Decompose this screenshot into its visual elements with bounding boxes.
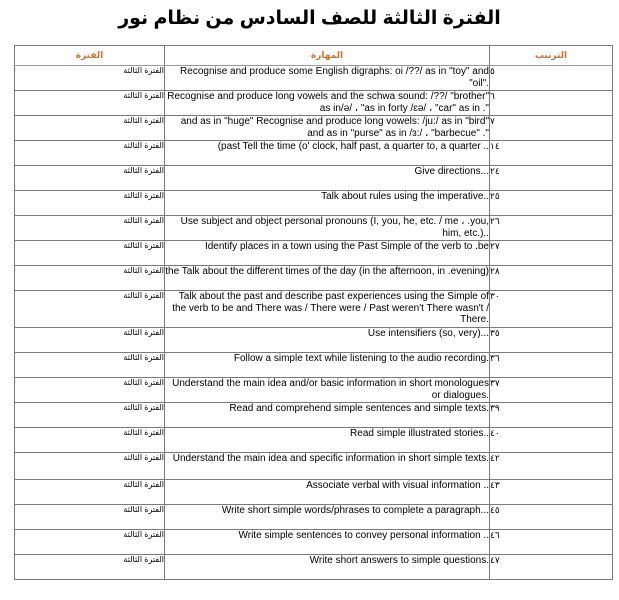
period-cell: الفترة الثالثة — [15, 166, 165, 191]
table-row — [15, 91, 613, 116]
skill-cell: Write simple sentences to convey personal information .. — [165, 530, 490, 555]
skill-cell: Write short simple words/phrases to complete a paragraph... — [165, 505, 490, 530]
rank-cell: ٣٥ — [490, 328, 613, 353]
rank-cell: ٢٦ — [490, 216, 613, 241]
skill-cell: Identify places in a town using the Past Simple of the verb to .be — [165, 241, 490, 266]
period-cell: الفترة الثالثة — [15, 91, 165, 116]
skill-cell: Understand the main idea and/or basic information in short monologues or dialogues. — [165, 378, 490, 403]
rank-cell: ٣٦ — [490, 353, 613, 378]
period-cell: الفترة الثالثة — [15, 191, 165, 216]
skill-cell: the Talk about the different times of the day (in the afternoon, in .evening) — [165, 266, 490, 291]
period-cell: الفترة الثالثة — [15, 328, 165, 353]
period-cell: الفترة الثالثة — [15, 453, 165, 480]
skills-table — [14, 45, 613, 580]
rank-cell: ٢٧ — [490, 241, 613, 266]
table-row — [15, 291, 613, 328]
period-cell: الفترة الثالثة — [15, 216, 165, 241]
table-row — [15, 555, 613, 580]
table-row — [15, 166, 613, 191]
period-cell: الفترة الثالثة — [15, 241, 165, 266]
period-cell: الفترة الثالثة — [15, 428, 165, 453]
table-row — [15, 480, 613, 505]
table-row — [15, 505, 613, 530]
table-row — [15, 66, 613, 91]
skill-cell: Recognise and produce long vowels and the schwa sound: /??/ "brother" as in/ə/ ، "as in forty /ɛə/ ، "car" as in ." — [165, 91, 490, 116]
table-row — [15, 453, 613, 480]
period-cell: الفترة الثالثة — [15, 141, 165, 166]
rank-cell: ٣٧ — [490, 378, 613, 403]
rank-cell: ٢٥ — [490, 191, 613, 216]
period-cell: الفترة الثالثة — [15, 480, 165, 505]
rank-cell: ٤٣ — [490, 480, 613, 505]
table-row — [15, 378, 613, 403]
column-header-rank: الترتيب — [490, 46, 613, 66]
table-row — [15, 530, 613, 555]
skill-cell: Use intensifiers (so, very)... — [165, 328, 490, 353]
skill-cell: Talk about rules using the imperative.. — [165, 191, 490, 216]
period-cell: الفترة الثالثة — [15, 403, 165, 428]
table-row — [15, 403, 613, 428]
page-title: الفترة الثالثة للصف السادس من نظام نور — [118, 8, 501, 29]
period-cell: الفترة الثالثة — [15, 378, 165, 403]
skill-cell: Write short answers to simple questions. — [165, 555, 490, 580]
table-row — [15, 266, 613, 291]
skill-cell: Use subject and object personal pronouns (I, you, he, etc. / me ، .you, him, etc.).. — [165, 216, 490, 241]
rank-cell: ٥ — [490, 66, 613, 91]
rank-cell: ٤٦ — [490, 530, 613, 555]
table-row — [15, 141, 613, 166]
column-header-skill: المهارة — [165, 46, 490, 66]
table-body — [15, 66, 613, 580]
skill-cell: (past Tell the time (o' clock, half past, a quarter to, a quarter .. — [165, 141, 490, 166]
table-row — [15, 428, 613, 453]
table-row — [15, 191, 613, 216]
rank-cell: ٢٨ — [490, 266, 613, 291]
rank-cell: ٦ — [490, 91, 613, 116]
rank-cell: ٣٠ — [490, 291, 613, 328]
table-row — [15, 353, 613, 378]
skill-cell: Read and comprehend simple sentences and simple texts. — [165, 403, 490, 428]
rank-cell: ١٤ — [490, 141, 613, 166]
skill-cell: Understand the main idea and specific information in short simple texts. — [165, 453, 490, 480]
skill-cell: and as in "huge" Recognise and produce long vowels: /ju:/ as in "bird" and as in "purse" as in /ɜ:/ ، "barbecue" ." — [165, 116, 490, 141]
rank-cell: ٤٠ — [490, 428, 613, 453]
skill-cell: Talk about the past and describe past experiences using the Simple of the verb to be and There was / There were / Past weren't There wasn't / There. — [165, 291, 490, 328]
period-cell: الفترة الثالثة — [15, 291, 165, 328]
period-cell: الفترة الثالثة — [15, 555, 165, 580]
skill-cell: Associate verbal with visual information .. — [165, 480, 490, 505]
skill-cell: Recognise and produce some English digraphs: oi /??/ as in "toy" and "oil". — [165, 66, 490, 91]
rank-cell: ٣٩ — [490, 403, 613, 428]
table-row — [15, 328, 613, 353]
period-cell: الفترة الثالثة — [15, 266, 165, 291]
table-row — [15, 216, 613, 241]
column-header-period: الفترة — [15, 46, 165, 66]
skill-cell: Read simple illustrated stories.. — [165, 428, 490, 453]
skill-cell: Follow a simple text while listening to the audio recording. — [165, 353, 490, 378]
rank-cell: ٢٤ — [490, 166, 613, 191]
period-cell: الفترة الثالثة — [15, 505, 165, 530]
rank-cell: ٤٥ — [490, 505, 613, 530]
header-row — [15, 46, 613, 66]
period-cell: الفترة الثالثة — [15, 116, 165, 141]
rank-cell: ٤٢ — [490, 453, 613, 480]
rank-cell: ٧ — [490, 116, 613, 141]
period-cell: الفترة الثالثة — [15, 353, 165, 378]
period-cell: الفترة الثالثة — [15, 530, 165, 555]
period-cell: الفترة الثالثة — [15, 66, 165, 91]
table-row — [15, 241, 613, 266]
rank-cell: ٤٧ — [490, 555, 613, 580]
table-row — [15, 116, 613, 141]
skill-cell: Give directions... — [165, 166, 490, 191]
